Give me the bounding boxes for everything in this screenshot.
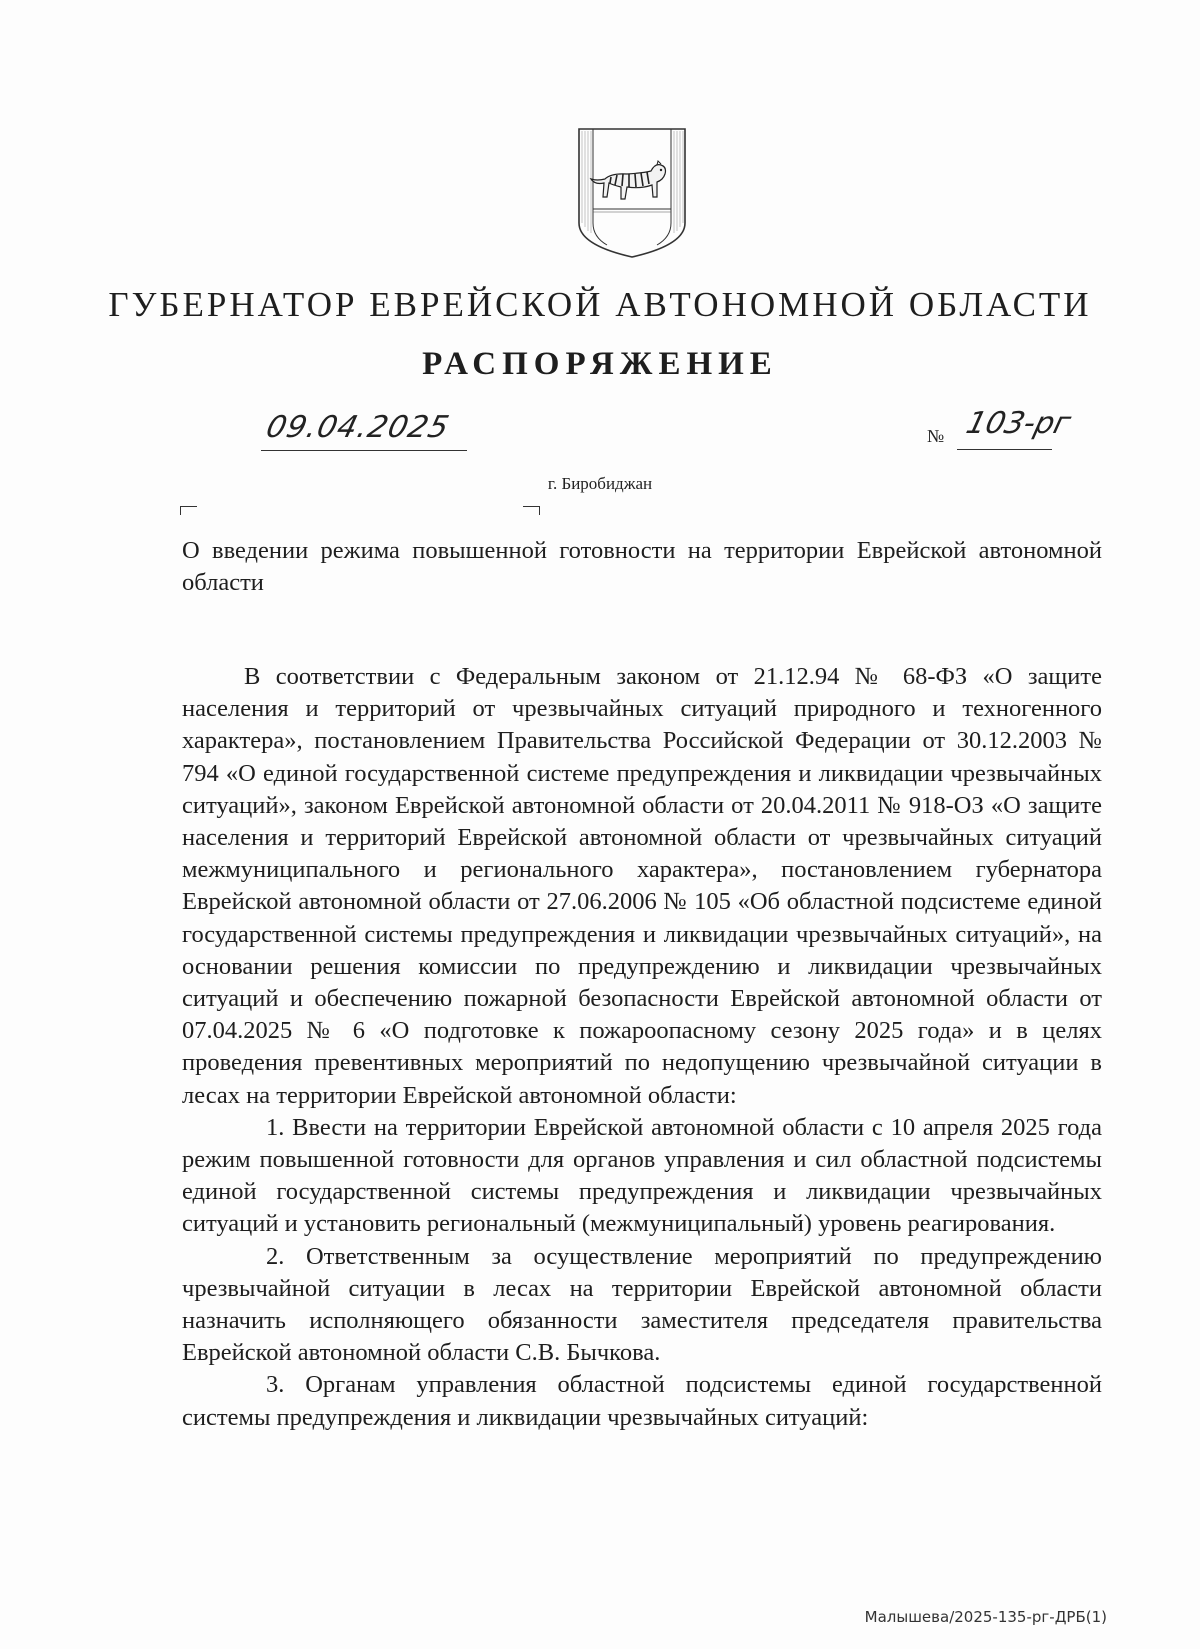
number-sign: № (927, 426, 945, 446)
document-body (182, 661, 1102, 1434)
city-label: г. Биробиджан (547, 474, 653, 493)
document-type-heading: РАСПОРЯЖЕНИЕ (422, 346, 778, 382)
organization-title: ГУБЕРНАТОР ЕВРЕЙСКОЙ АВТОНОМНОЙ ОБЛАСТИ (108, 285, 1092, 324)
number-field (927, 406, 1075, 450)
clause-1-paragraph: 1. Ввести на территории Еврейской автономной области с 10 апреля 2025 года режим повышенной готовности для органов управления и сил областной подсистемы единой государственной системы предупреждения и ликвидации чрезвычайных ситуаций и установить региональный (межмуниципальный) уровень реагирования. (182, 1113, 1102, 1238)
subject-corner-left (180, 506, 197, 515)
clause-3-paragraph: 3. Органам управления областной подсистемы единой государственной системы предупреждения и ликвидации чрезвычайных ситуаций: (182, 1371, 1102, 1431)
date-field (261, 410, 467, 451)
coat-of-arms-tiger-icon (577, 127, 687, 259)
number-underline (957, 449, 1052, 450)
subject-corner-right (523, 506, 540, 515)
handwritten-number: 103-рг (962, 406, 1075, 441)
handwritten-date: 09.04.2025 (262, 410, 454, 445)
clause-2-paragraph: 2. Ответственным за осуществление мероприятий по предупреждению чрезвычайной ситуации в лесах на территории Еврейской автономной области назначить исполняющего обязанности заместителя председателя правительства Еврейской автономной области С.В. Бычкова. (182, 1242, 1102, 1367)
document-subject: О введении режима повышенной готовности на территории Еврейской автономной области (182, 537, 1102, 596)
footer-document-code: Малышева/2025-135-рг-ДРБ(1) (864, 1608, 1107, 1626)
preamble-paragraph: В соответствии с Федеральным законом от 21.12.94 № 68-ФЗ «О защите населения и территорий от чрезвычайных ситуаций природного и техногенного характера», постановлением Правительства Российской Федерации от 30.12.2003 № 794 «О единой государственной системе предупреждения и ликвидации чрезвычайных ситуаций», законом Еврейской автономной области от 20.04.2011 № 918-ОЗ «О защите населения и территорий Еврейской автономной области от чрезвычайных ситуаций межмуниципального и регионального характера», постановлением губернатора Еврейской автономной области от 27.06.2006 № 105 «Об областной подсистеме единой государственной системы предупреждения и ликвидации чрезвычайных ситуаций», на основании решения комиссии по предупреждению и ликвидации чрезвычайных ситуаций и обеспечению пожарной безопасности Еврейской автономной области от 07.04.2025 № 6 «О подготовке к пожароопасному сезону 2025 года» и в целях проведения превентивных мероприятий по недопущению чрезвычайной ситуации в лесах на территории Еврейской автономной области: (182, 663, 1102, 1109)
